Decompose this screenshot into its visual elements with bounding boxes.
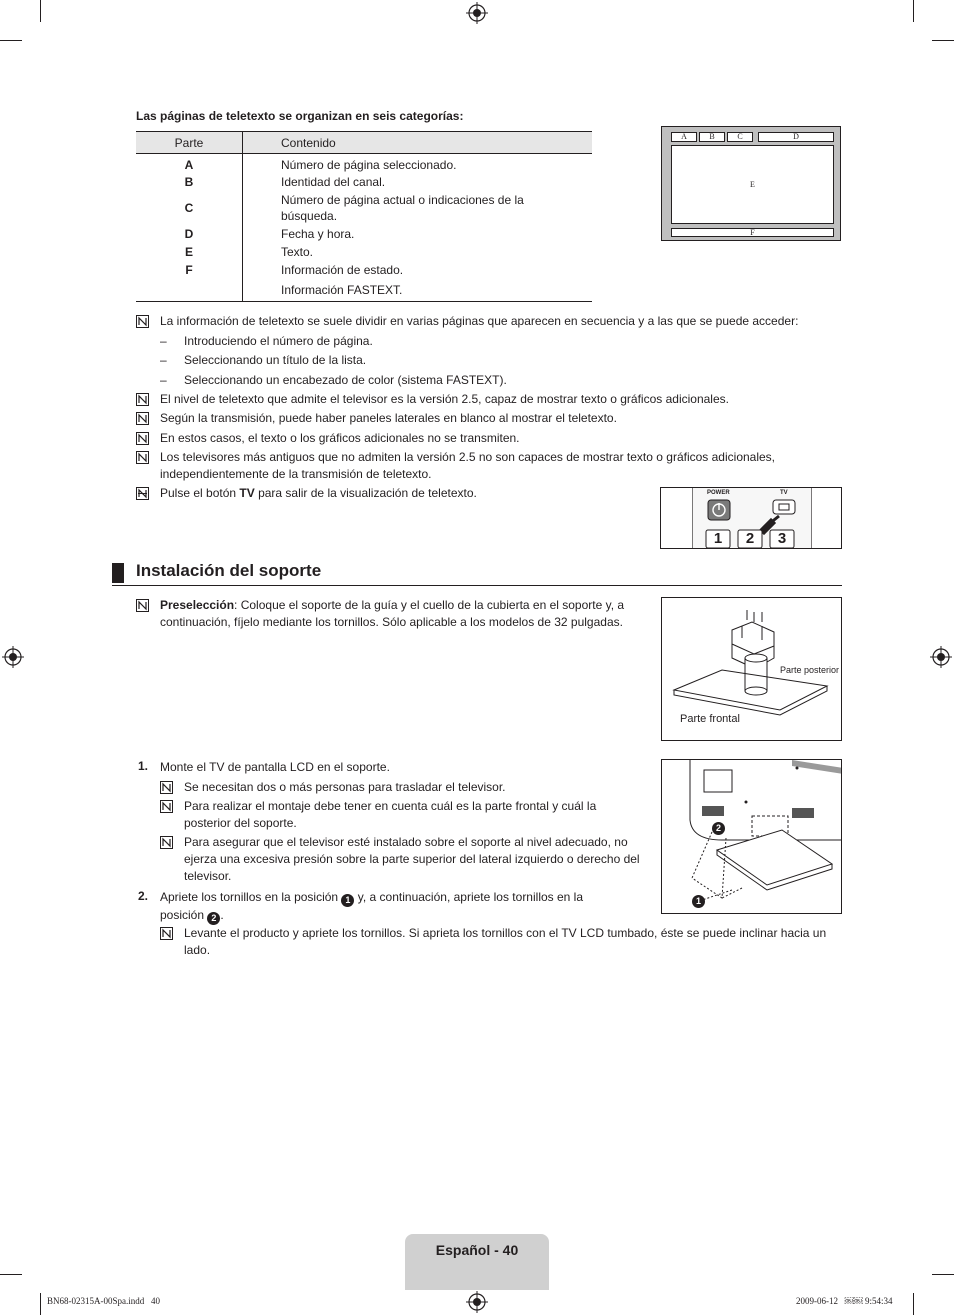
key-2: 2 <box>745 530 755 547</box>
note-icon <box>160 781 173 794</box>
crop-mark <box>932 40 954 41</box>
key-3: 3 <box>777 530 787 547</box>
note-icon <box>160 800 173 813</box>
step-text: Apriete los tornillos en la posición 1 y, a continuación, apriete los tornillos en la posición 2 . <box>160 890 584 923</box>
teletext-table <box>136 131 592 302</box>
table-row: Información FASTEXT. <box>136 279 592 301</box>
key-1: 1 <box>713 530 723 547</box>
crop-mark <box>0 1274 22 1275</box>
position-2-icon: 2 <box>207 912 220 925</box>
note-icon <box>136 393 149 406</box>
tv-note-icon <box>136 487 149 500</box>
step-number: 1. <box>138 759 149 773</box>
table-header-content: Contenido <box>243 132 593 154</box>
position-1-icon: 1 <box>341 894 354 907</box>
step-text: Monte el TV de pantalla LCD en el soporte. <box>160 760 390 774</box>
step-number: 2. <box>138 889 149 903</box>
table-header-part: Parte <box>136 132 243 154</box>
registration-mark-icon <box>466 2 488 24</box>
note-icon <box>136 412 149 425</box>
note-icon <box>136 315 149 328</box>
table-row: B Identidad del canal. <box>136 173 592 191</box>
tt-area-f: F <box>671 228 834 237</box>
tv-back-illustration-icon <box>662 760 842 914</box>
crop-mark <box>0 40 22 41</box>
tv-label: TV <box>780 490 788 496</box>
table-row: E Texto. <box>136 243 592 261</box>
crop-mark <box>932 1274 954 1275</box>
note-icon <box>136 432 149 445</box>
table-row: D Fecha y hora. <box>136 225 592 243</box>
file-slug: BN68-02315A-00Spa.indd 40 <box>47 1296 160 1306</box>
registration-mark-icon <box>930 646 952 668</box>
stand-figure <box>661 597 842 741</box>
tt-area-c: C <box>727 132 753 142</box>
table-row: C Número de página actual o indicaciones de la búsqueda. <box>136 191 592 225</box>
power-label: POWER <box>707 490 730 496</box>
crop-mark <box>913 1293 914 1315</box>
front-label: Parte frontal <box>680 713 740 725</box>
position-1-marker-icon: 1 <box>692 895 705 908</box>
crop-mark <box>913 0 914 22</box>
registration-mark-icon <box>466 1291 488 1313</box>
tt-area-d: D <box>758 132 834 142</box>
crop-mark <box>40 1293 41 1315</box>
section-divider <box>112 585 842 586</box>
page-number: Español - 40 <box>435 1242 519 1258</box>
date-slug: 2009-06-12 ￼￼ 9:54:34 <box>796 1296 893 1306</box>
registration-mark-icon <box>2 646 24 668</box>
section-title: Instalación del soporte <box>136 561 322 580</box>
note-icon <box>136 451 149 464</box>
note-icon <box>136 599 149 612</box>
table-row: F Información de estado. <box>136 261 592 279</box>
tt-area-e: E <box>671 145 834 224</box>
tt-area-a: A <box>671 132 697 142</box>
note-icon <box>160 836 173 849</box>
teletext-screen-figure <box>661 126 841 241</box>
table-intro: Las páginas de teletexto se organizan en seis categorías: <box>136 109 464 123</box>
crop-mark <box>40 0 41 22</box>
position-2-marker-icon: 2 <box>712 822 725 835</box>
screw-figure <box>661 759 842 914</box>
back-label: Parte posterior <box>780 665 840 675</box>
section-bar <box>112 563 124 583</box>
table-row: A Número de página seleccionado. <box>136 154 592 174</box>
remote-figure <box>660 487 842 549</box>
tt-area-b: B <box>699 132 725 142</box>
note-icon <box>160 927 173 940</box>
